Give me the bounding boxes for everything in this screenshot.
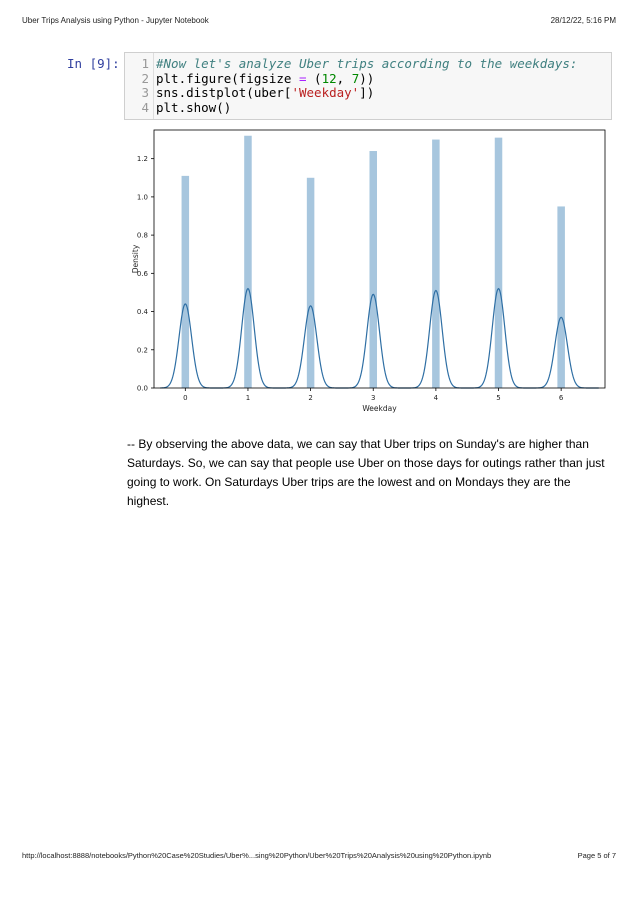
y-tick-label: 1.2	[136, 155, 148, 164]
line-number: 4	[141, 99, 149, 115]
y-tick-label: 0.6	[136, 269, 148, 278]
histogram-bar	[432, 140, 440, 388]
code-token: ])	[359, 85, 375, 100]
x-tick-label: 0	[183, 394, 188, 402]
x-tick-label: 6	[558, 394, 564, 402]
x-tick-label: 2	[308, 394, 313, 402]
code-token: sns.distplot(uber[	[156, 85, 292, 100]
x-axis-label: Weekday	[362, 404, 397, 413]
y-tick-label: 0.8	[136, 231, 148, 240]
x-tick-label: 1	[245, 394, 251, 402]
code-token: (	[306, 70, 322, 86]
code-token: plt.show()	[156, 99, 232, 115]
code-token: plt.figure(figsize	[156, 70, 299, 86]
y-axis-label: Density	[131, 244, 140, 274]
histogram-bar	[307, 178, 315, 388]
code-token: ))	[359, 70, 375, 86]
line-number: 3	[141, 85, 149, 100]
code-token: 12	[321, 70, 337, 86]
code-line	[156, 86, 577, 101]
code-cell[interactable]	[124, 52, 612, 120]
y-tick-label: 1.0	[136, 193, 148, 202]
gutter-separator	[153, 53, 154, 119]
code-editor[interactable]	[156, 57, 577, 115]
page-header-title: Uber Trips Analysis using Python - Jupyter Notebook	[22, 16, 209, 25]
line-number-gutter	[125, 57, 149, 115]
y-tick-label: 0.2	[136, 346, 148, 355]
page-footer-url: http://localhost:8888/notebooks/Python%20Case%20Studies/Uber%...sing%20Python/Uber%20Trips%20Analysis%20using%20Python.ipynb	[22, 851, 492, 860]
histogram-bar	[244, 136, 252, 388]
histogram-bar	[495, 138, 503, 388]
input-prompt: In [9]:	[67, 56, 120, 71]
code-token: #Now let's analyze Uber trips according to the weekdays:	[156, 56, 578, 71]
x-tick-label: 3	[371, 394, 376, 402]
code-token: ,	[336, 70, 352, 86]
code-line	[156, 57, 577, 72]
page-footer-page: Page 5 of 7	[577, 851, 616, 860]
code-token: 'Weekday'	[291, 85, 360, 100]
markdown-observation: -- By observing the above data, we can say that Uber trips on Sunday's are higher than Saturdays. So, we can say that people use Uber on those days for outings rather than just going to work. On Saturdays Uber trips are the lowest and on Mondays they are the highest.	[127, 437, 605, 508]
code-line	[156, 101, 577, 116]
y-tick-label: 0.4	[136, 308, 148, 317]
code-token: 7	[351, 70, 360, 86]
histogram-bar	[369, 151, 377, 388]
x-tick-label: 4	[433, 394, 439, 402]
code-line	[156, 72, 577, 87]
kde-curve	[160, 289, 598, 388]
page-header-datetime: 28/12/22, 5:16 PM	[550, 16, 616, 25]
histogram-bar	[557, 206, 565, 388]
x-tick-label: 5	[496, 394, 501, 402]
density-chart	[124, 124, 624, 420]
histogram-bar	[182, 176, 190, 388]
line-number: 2	[141, 70, 149, 86]
line-number: 1	[141, 56, 149, 71]
y-tick-label: 0.0	[136, 384, 148, 393]
code-token: =	[299, 70, 307, 86]
plot-frame	[154, 130, 605, 388]
